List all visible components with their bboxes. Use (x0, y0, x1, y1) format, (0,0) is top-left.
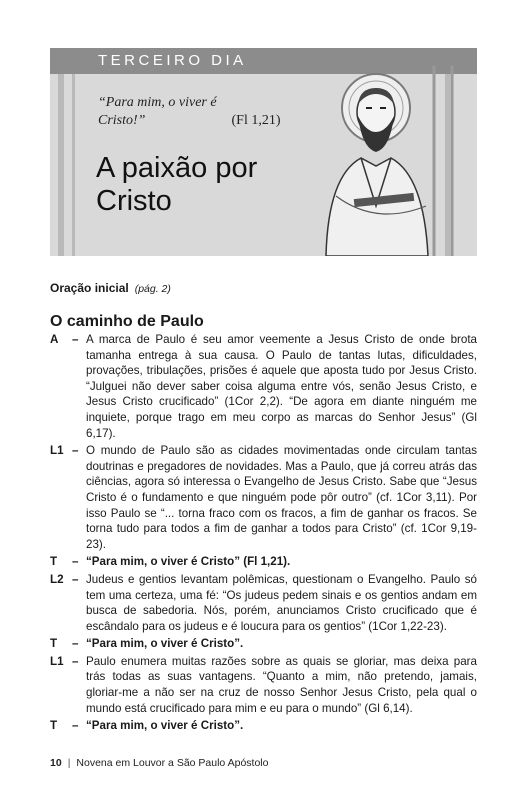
dialogue-paragraph (50, 572, 477, 634)
response-text: “Para mim, o viver é Cristo”. (86, 719, 244, 733)
dash: – (72, 333, 79, 346)
saint-paul-illustration (306, 66, 471, 256)
dialogue-paragraph (50, 332, 477, 441)
opening-prayer (50, 281, 171, 295)
title-line-2: Cristo (96, 185, 172, 217)
speaker-label: L1 (50, 444, 64, 458)
brush-stroke (58, 74, 64, 256)
dash: – (72, 572, 79, 586)
paragraph-text: A marca de Paulo é seu amor veemente a Jesus Cristo de onde brota tamanha entrega à sua causa. O Paulo de tantas lutas, dificuldades, provações, tribulações, prisões é aquele que aposta tudo por Jesus Cristo. “Julguei não dever saber coisa alguma entre vós, senão Jesus Cristo, e Jesus Cristo crucificado” (1Cor 2,2). “De agora em diante ninguém me inquiete, porque trago em meu corpo as marcas do Senhor Jesus” (Gl 6,17). (86, 333, 477, 440)
dialogue-text (50, 332, 477, 736)
dash: – (72, 637, 79, 651)
day-header (50, 48, 477, 256)
prayer-label: Oração inicial (50, 281, 129, 295)
paragraph-text: Paulo enumera muitas razões sobre as quais se gloriar, mas deixa para trás todas as suas vantagens. “Quanto a mim, não pretendo, jamais, gloriar-me a não ser na cruz de nosso Senhor Jesus Cristo, pela qual o mundo está crucificado para mim e eu para o mundo” (Gl 6,14). (86, 654, 477, 715)
speaker-label: T (50, 555, 58, 569)
dialogue-paragraph (50, 636, 477, 652)
book-title: Novena em Louvor a São Paulo Apóstolo (76, 757, 269, 769)
footer-separator: | (67, 757, 71, 769)
epigraph-text: “Para mim, o viver é Cristo!” (98, 95, 217, 128)
speaker-label: T (50, 719, 58, 733)
dash: – (72, 555, 79, 569)
dash: – (72, 719, 79, 733)
prayer-page-ref: (pág. 2) (134, 283, 171, 295)
page-title (96, 152, 257, 218)
dash: – (72, 654, 79, 668)
epigraph-ref: (Fl 1,21) (231, 113, 281, 128)
response-text: “Para mim, o viver é Cristo”. (86, 637, 244, 651)
speaker-label: A (50, 333, 59, 346)
dialogue-paragraph (50, 443, 477, 552)
dialogue-paragraph (50, 718, 477, 734)
page-number: 10 (50, 757, 62, 769)
speaker-label: T (50, 637, 58, 651)
section-title: O caminho de Paulo (50, 313, 204, 330)
page-footer (50, 757, 268, 769)
dialogue-paragraph (50, 554, 477, 570)
dialogue-paragraph (50, 654, 477, 716)
epigraph (98, 94, 281, 130)
speaker-label: L2 (50, 572, 64, 586)
brush-stroke (72, 74, 75, 256)
speaker-label: L1 (50, 654, 64, 668)
dash: – (72, 444, 79, 458)
paragraph-text: Judeus e gentios levantam polêmicas, questionam o Evangelho. Paulo só tem uma certeza, uma fé: “Os judeus pedem sinais e os gentios andam em busca de sabedoria. Nós, porém, anunciamos Cristo crucificado que é escândalo para os judeus e é loucura para os gentios” (1Cor 1,22-23). (86, 572, 477, 633)
paragraph-text: O mundo de Paulo são as cidades movimentadas onde circulam tantas doutrinas e pregadores de novidades. Mas a Paulo, que já correu atrás das ciências, agora só interessa o Evangelho de Jesus Cristo. Sabe que “Jesus Cristo é o fundamento e que ninguém pode pôr outro” (cf. 1Cor 3,11). Por isso Paulo se “... torna fraco com os fracos, a fim de ganhar os fracos. Se torna tudo para todos a fim de ganhar a todos para Cristo” (cf. 1Cor 9,19-23). (86, 444, 477, 551)
response-text: “Para mim, o viver é Cristo” (Fl 1,21). (86, 555, 291, 569)
title-line-1: A paixão por (96, 152, 258, 184)
day-label: TERCEIRO DIA (98, 52, 247, 69)
